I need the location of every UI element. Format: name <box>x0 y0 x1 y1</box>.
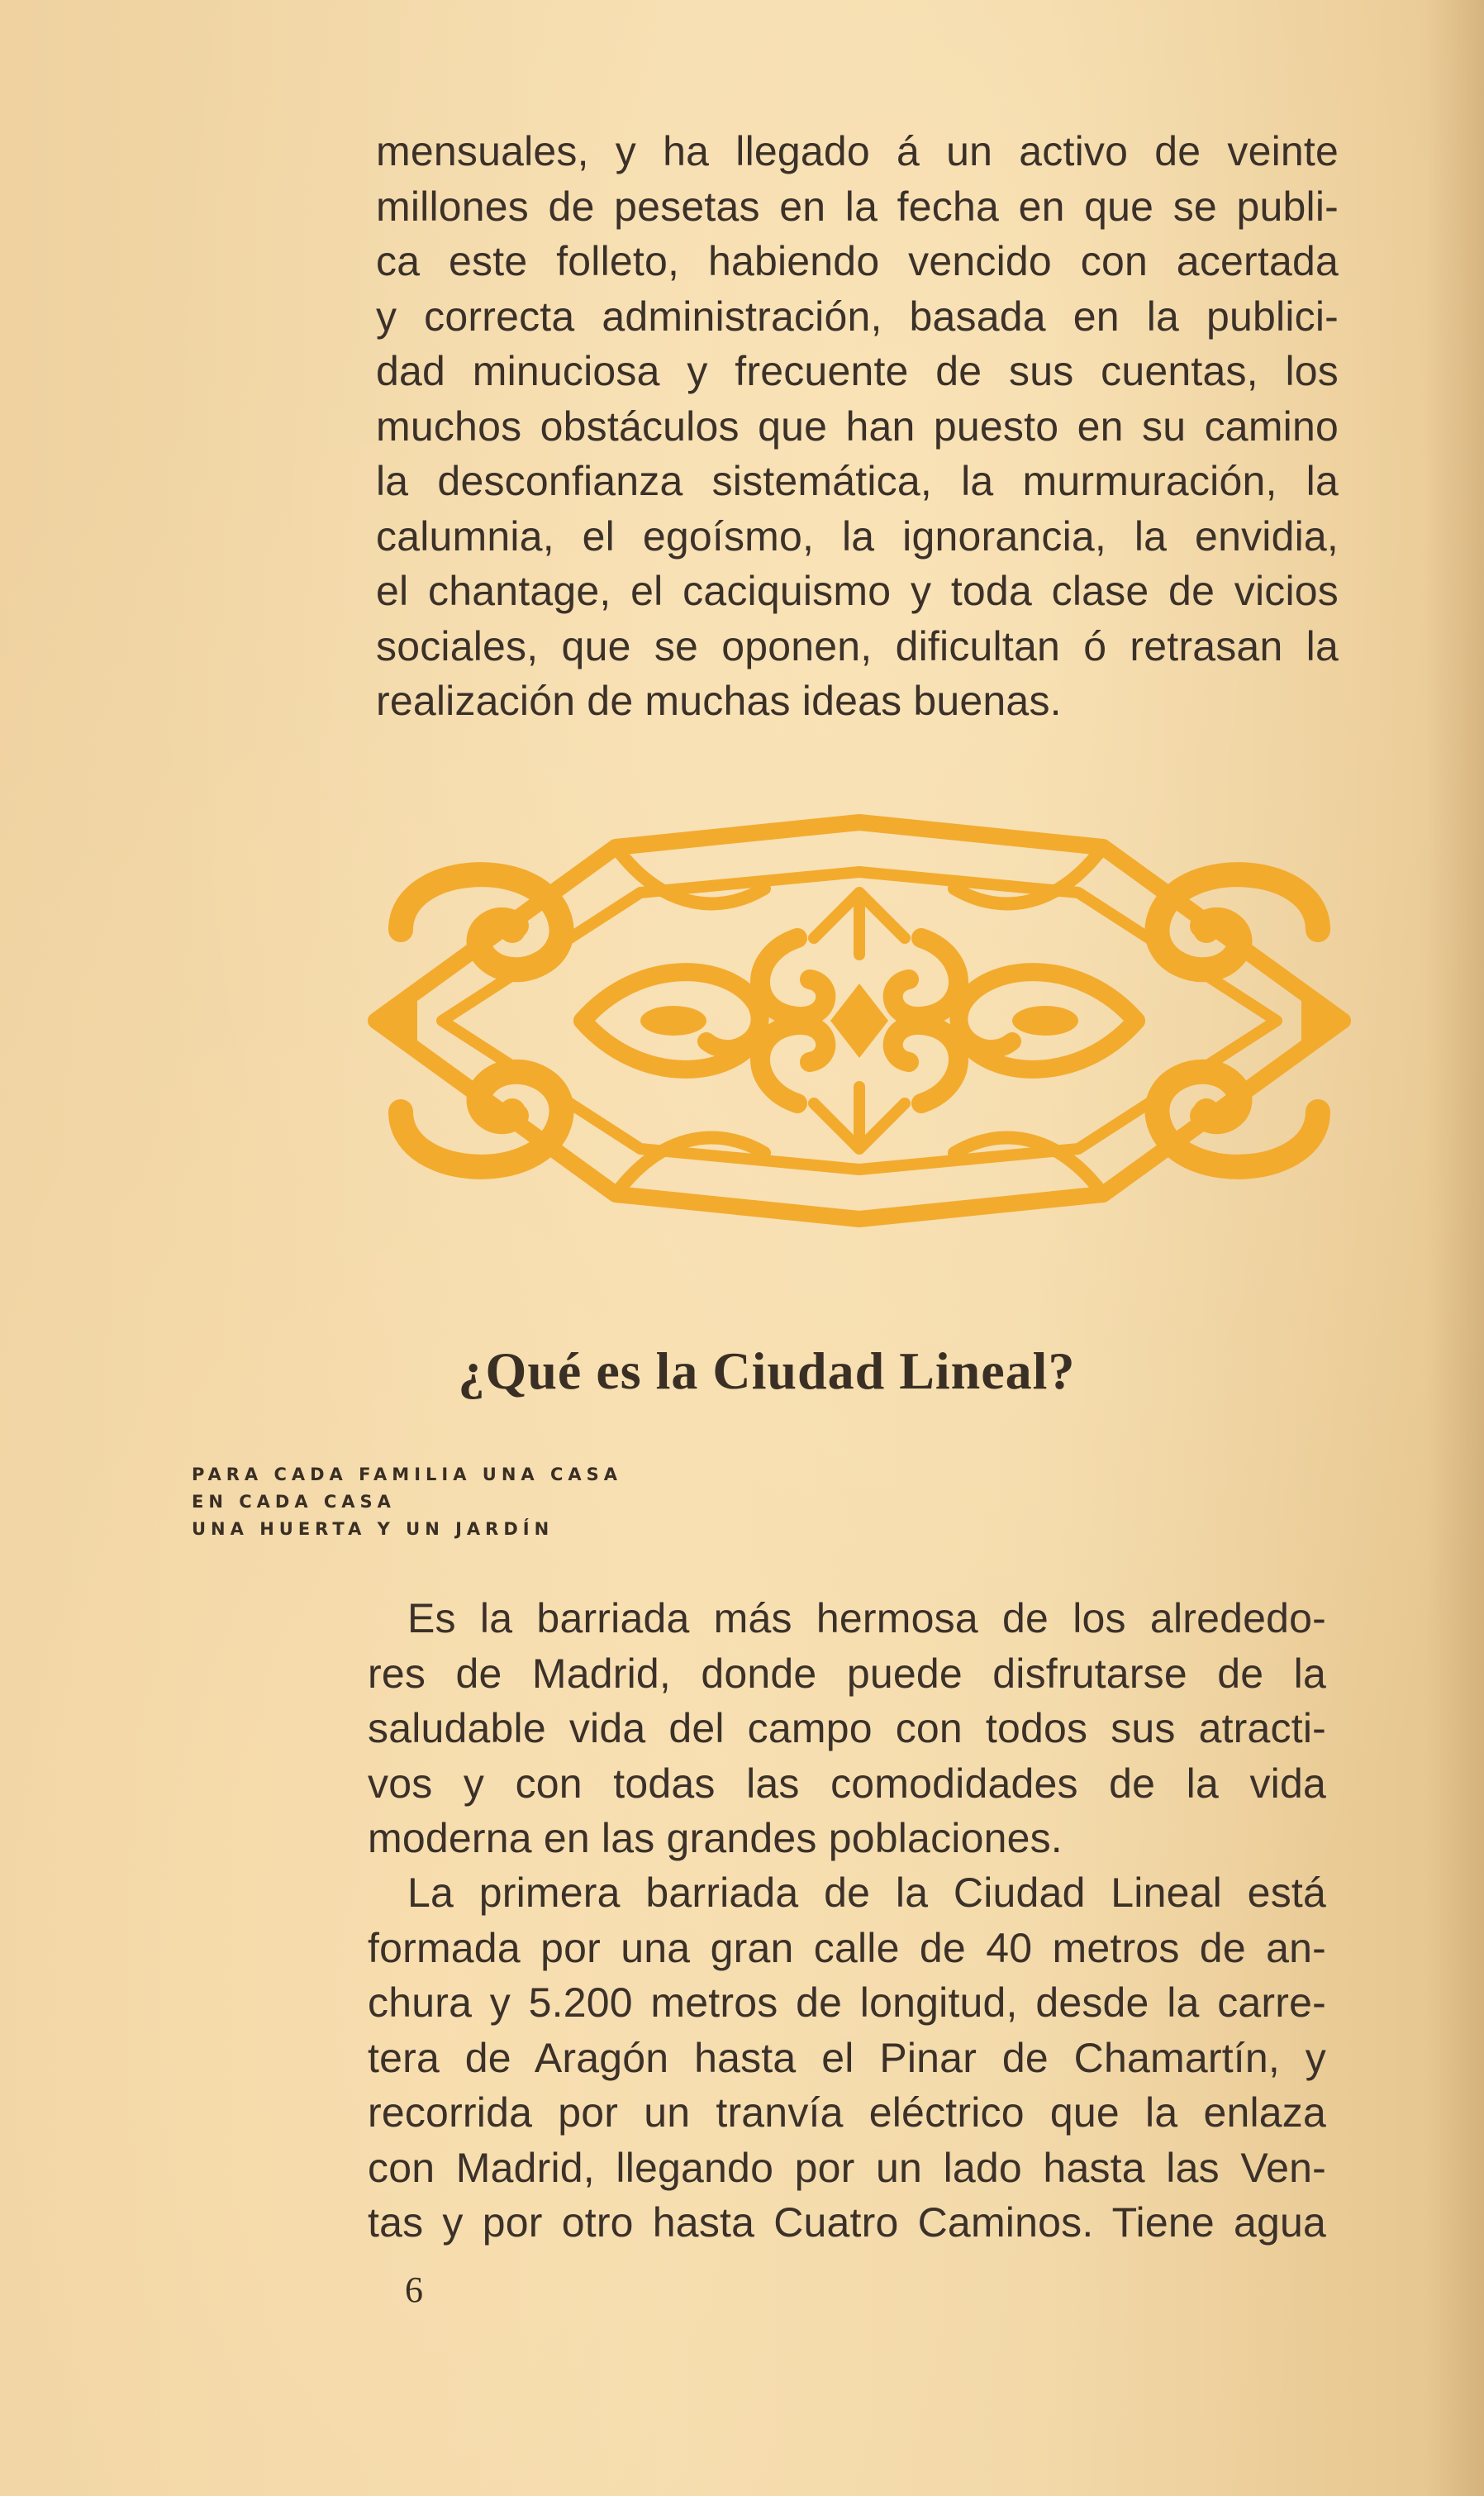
text-line: muchos obstáculos que han puesto en su camino <box>376 403 1339 450</box>
motto-line: UNA HUERTA Y UN JARDÍN <box>192 1519 554 1539</box>
motto <box>192 1461 622 1543</box>
motto-line: PARA CADA FAMILIA UNA CASA <box>192 1465 622 1484</box>
motto-line: EN CADA CASA <box>192 1492 396 1512</box>
text-line: La primera barriada de la Ciudad Lineal está <box>407 1870 1326 1916</box>
text-line: con Madrid, llegando por un lado hasta las Ven- <box>368 2144 1326 2191</box>
text-line: sociales, que se oponen, dificultan ó retrasan la <box>376 622 1339 669</box>
page-number: 6 <box>405 2270 423 2310</box>
text-line: vos y con todas las comodidades de la vida <box>368 1760 1326 1807</box>
text-line: recorrida por un tranvía eléctrico que la enlaza <box>368 2089 1326 2136</box>
decorative-ornament <box>368 814 1351 1227</box>
text-line: ca este folleto, habiendo vencido con acertada <box>376 238 1339 284</box>
text-line: el chantage, el caciquismo y toda clase de vicios <box>376 568 1339 614</box>
text-line: res de Madrid, donde puede disfrutarse de la <box>368 1650 1326 1697</box>
text-line: moderna en las grandes poblaciones. <box>368 1815 1063 1861</box>
text-line: saludable vida del campo con todos sus atracti- <box>368 1705 1326 1751</box>
text-line: Es la barriada más hermosa de los alrededo- <box>407 1595 1326 1641</box>
text-line: la desconfianza sistemática, la murmuración, la <box>376 458 1339 504</box>
text-line: y correcta administración, basada en la publici- <box>376 293 1339 340</box>
text-line: tas y por otro hasta Cuatro Caminos. Tiene agua <box>368 2199 1326 2246</box>
text-line: calumnia, el egoísmo, la ignorancia, la envidia, <box>376 512 1339 560</box>
top-paragraph <box>376 124 1339 729</box>
text-line: mensuales, y ha llegado á un activo de veinte <box>376 128 1339 174</box>
paragraph-2 <box>368 1865 1326 2251</box>
text-line: millones de pesetas en la fecha en que se publi- <box>376 183 1339 230</box>
text-line: dad minuciosa y frecuente de sus cuentas, los <box>376 348 1339 394</box>
text-line: tera de Aragón hasta el Pinar de Chamartín, y <box>368 2034 1326 2081</box>
section-title: ¿Qué es la Ciudad Lineal? <box>458 1341 1076 1400</box>
text-line: formada por una gran calle de 40 metros de an- <box>368 1924 1326 1971</box>
paragraph-1 <box>368 1591 1326 1866</box>
text-line: realización de muchas ideas buenas. <box>376 678 1062 724</box>
text-line: chura y 5.200 metros de longitud, desde la carre- <box>368 1979 1326 2026</box>
